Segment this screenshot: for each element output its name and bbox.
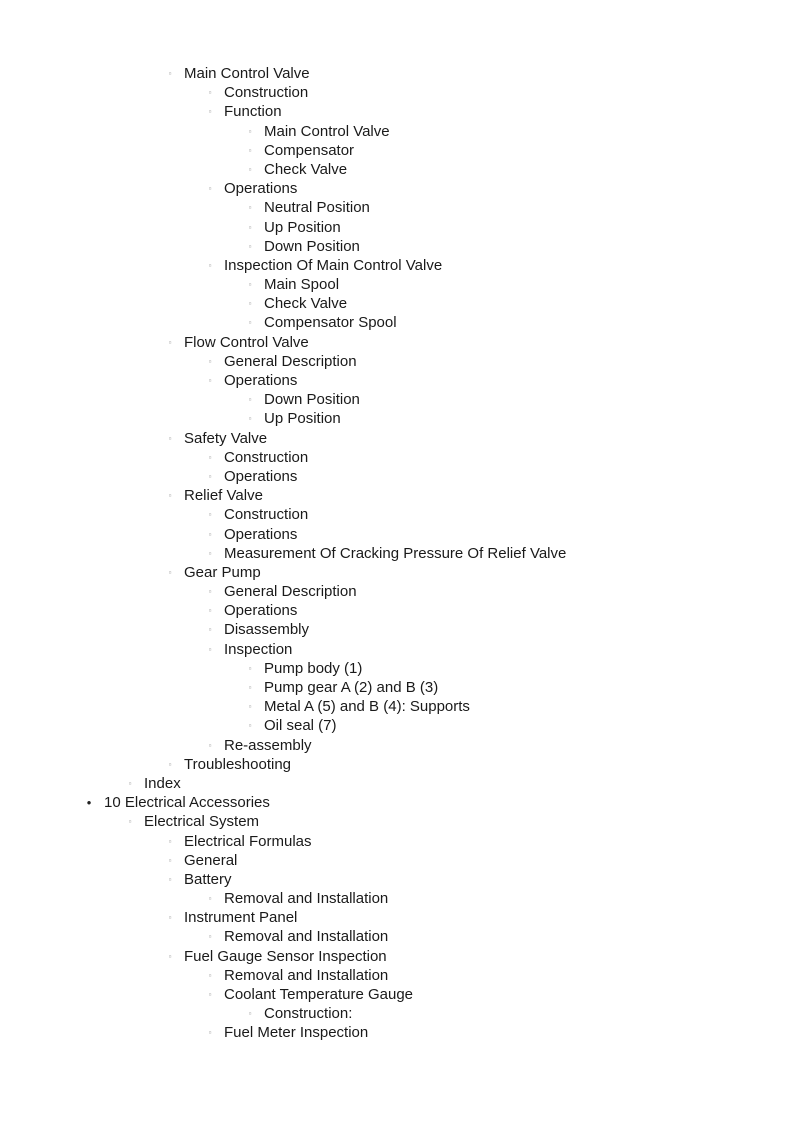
square-bullet-icon: ▫ xyxy=(208,88,212,98)
square-bullet-icon: ▫ xyxy=(248,203,252,213)
toc-item-label: General Description xyxy=(224,352,357,370)
square-bullet-icon: ▫ xyxy=(168,874,172,884)
toc-item[interactable] xyxy=(0,659,794,678)
toc-item[interactable] xyxy=(0,736,794,755)
toc-item-label: Inspection Of Main Control Valve xyxy=(224,256,443,274)
toc-item-label: Electrical System xyxy=(144,813,260,831)
square-bullet-icon: ▫ xyxy=(208,356,212,366)
toc-item-label: Main Spool xyxy=(264,276,340,294)
square-bullet-icon: ▫ xyxy=(208,107,212,117)
toc-item-label: Instrument Panel xyxy=(184,909,298,927)
toc-item-label: Down Position xyxy=(264,391,360,409)
toc-item[interactable] xyxy=(0,601,794,620)
toc-item[interactable] xyxy=(0,179,794,198)
toc-item[interactable] xyxy=(0,83,794,102)
toc-item-label: Troubleshooting xyxy=(184,755,292,773)
toc-item[interactable] xyxy=(0,793,794,812)
square-bullet-icon: ▫ xyxy=(168,491,172,501)
toc-item[interactable] xyxy=(0,716,794,735)
toc-item-label: Operations xyxy=(224,180,298,198)
toc-item-label: Measurement Of Cracking Pressure Of Relief Valve xyxy=(224,544,567,562)
square-bullet-icon: ▫ xyxy=(208,529,212,539)
square-bullet-icon: ▫ xyxy=(248,702,252,712)
square-bullet-icon: ▫ xyxy=(248,1009,252,1019)
square-bullet-icon: ▫ xyxy=(248,164,252,174)
toc-item-label: 10 Electrical Accessories xyxy=(104,794,270,812)
toc-item-label: Re-assembly xyxy=(224,736,312,754)
square-bullet-icon: ▫ xyxy=(168,337,172,347)
toc-item[interactable] xyxy=(0,313,794,332)
toc-item-label: Pump body (1) xyxy=(264,659,363,677)
toc-item[interactable] xyxy=(0,870,794,889)
toc-item[interactable] xyxy=(0,620,794,639)
toc-item-label: Up Position xyxy=(264,410,341,428)
toc-item-label: Electrical Formulas xyxy=(184,832,312,850)
toc-item-label: Main Control Valve xyxy=(184,65,310,82)
square-bullet-icon: ▫ xyxy=(208,644,212,654)
square-bullet-icon: ▫ xyxy=(248,222,252,232)
toc-item[interactable] xyxy=(0,467,794,486)
toc-item-label: Battery xyxy=(184,870,232,888)
toc-item-label: Operations xyxy=(224,467,298,485)
toc-item-label: Fuel Gauge Sensor Inspection xyxy=(184,947,387,965)
toc-item-label: Fuel Meter Inspection xyxy=(224,1024,369,1042)
toc-item[interactable] xyxy=(0,908,794,927)
square-bullet-icon: ▫ xyxy=(208,894,212,904)
toc-item-label: Coolant Temperature Gauge xyxy=(224,986,414,1003)
square-bullet-icon: ▫ xyxy=(248,241,252,251)
square-bullet-icon: ▫ xyxy=(208,625,212,635)
toc-item-label: Neutral Position xyxy=(264,199,370,217)
square-bullet-icon: ▫ xyxy=(208,184,212,194)
toc-item[interactable] xyxy=(0,755,794,774)
square-bullet-icon: ▫ xyxy=(248,318,252,328)
square-bullet-icon: ▫ xyxy=(208,260,212,270)
toc-item-label: Removal and Installation xyxy=(224,966,389,984)
toc-item[interactable] xyxy=(0,237,794,256)
square-bullet-icon: ▫ xyxy=(248,299,252,309)
toc-item-label: Construction: xyxy=(264,1005,353,1023)
square-bullet-icon: ▫ xyxy=(168,913,172,923)
toc-item-label: Operations xyxy=(224,372,298,389)
toc-item[interactable] xyxy=(0,678,794,697)
toc-item[interactable] xyxy=(0,122,794,141)
square-bullet-icon: ▫ xyxy=(208,587,212,597)
toc-item-label: Relief Valve xyxy=(184,487,263,505)
toc-item[interactable] xyxy=(0,429,794,448)
toc-item[interactable] xyxy=(0,697,794,716)
toc-item[interactable] xyxy=(0,275,794,294)
square-bullet-icon: ▫ xyxy=(208,1028,212,1038)
toc-item-label: Up Position xyxy=(264,218,341,236)
square-bullet-icon: ▫ xyxy=(208,452,212,462)
toc-item-label: Oil seal (7) xyxy=(264,717,337,735)
toc-item-label: Flow Control Valve xyxy=(184,333,309,351)
toc-item[interactable] xyxy=(0,889,794,908)
toc-item-label: Operations xyxy=(224,525,298,543)
toc-item-label: General xyxy=(184,851,238,869)
toc-item[interactable] xyxy=(0,582,794,601)
square-bullet-icon: ▫ xyxy=(208,510,212,520)
square-bullet-icon: ▫ xyxy=(168,567,172,577)
toc-item-label: Gear Pump xyxy=(184,563,261,581)
toc-item[interactable] xyxy=(0,1004,794,1023)
filled-bullet-icon: • xyxy=(86,795,92,811)
toc-item[interactable] xyxy=(0,198,794,217)
toc-item[interactable] xyxy=(0,102,794,121)
toc-item-label: Compensator xyxy=(264,141,355,159)
toc-item[interactable] xyxy=(0,525,794,544)
toc-item[interactable] xyxy=(0,390,794,409)
toc-item-label: Check Valve xyxy=(264,295,348,313)
toc-item[interactable] xyxy=(0,141,794,160)
toc-item[interactable] xyxy=(0,333,794,352)
toc-item[interactable] xyxy=(0,947,794,966)
toc-item[interactable] xyxy=(0,505,794,524)
square-bullet-icon: ▫ xyxy=(208,970,212,980)
toc-item[interactable] xyxy=(0,64,794,83)
toc-item-label: Removal and Installation xyxy=(224,928,389,946)
toc-item-label: Inspection xyxy=(224,640,293,658)
toc-item-label: Main Control Valve xyxy=(264,122,390,140)
toc-item-label: General Description xyxy=(224,583,357,601)
toc-item-label: Operations xyxy=(224,602,298,620)
toc-item[interactable] xyxy=(0,812,794,831)
toc-item-label: Metal A (5) and B (4): Supports xyxy=(264,698,470,716)
square-bullet-icon: ▫ xyxy=(168,951,172,961)
toc-item[interactable] xyxy=(0,832,794,851)
toc-item[interactable] xyxy=(0,409,794,428)
square-bullet-icon: ▫ xyxy=(208,471,212,481)
toc-item[interactable] xyxy=(0,294,794,313)
toc-item-label: Safety Valve xyxy=(184,429,268,447)
toc-item[interactable] xyxy=(0,448,794,467)
toc-item-label: Removal and Installation xyxy=(224,890,389,908)
toc-item-label: Function xyxy=(224,103,282,121)
toc-item[interactable] xyxy=(0,544,794,563)
square-bullet-icon: ▫ xyxy=(208,376,212,385)
toc-item-label: Pump gear A (2) and B (3) xyxy=(264,679,439,696)
toc-item-label: Index xyxy=(144,774,181,792)
toc-item[interactable] xyxy=(0,851,794,870)
square-bullet-icon: ▫ xyxy=(248,721,252,731)
square-bullet-icon: ▫ xyxy=(208,606,212,616)
square-bullet-icon: ▫ xyxy=(248,414,252,424)
toc-item[interactable] xyxy=(0,640,794,659)
toc-item[interactable] xyxy=(0,486,794,505)
square-bullet-icon: ▫ xyxy=(168,433,172,443)
square-bullet-icon: ▫ xyxy=(168,69,172,78)
toc-item-label: Down Position xyxy=(264,237,360,255)
toc-item[interactable] xyxy=(0,985,794,1004)
toc-item[interactable] xyxy=(0,256,794,275)
square-bullet-icon: ▫ xyxy=(248,145,252,155)
toc-item-label: Disassembly xyxy=(224,621,310,639)
toc-item-label: Compensator Spool xyxy=(264,314,397,332)
toc-item[interactable] xyxy=(0,218,794,237)
square-bullet-icon: ▫ xyxy=(248,683,252,692)
toc-item[interactable] xyxy=(0,352,794,371)
toc-item-label: Construction xyxy=(224,84,309,102)
square-bullet-icon: ▫ xyxy=(208,932,212,942)
toc-item-label: Check Valve xyxy=(264,160,348,178)
toc-item[interactable] xyxy=(0,966,794,985)
toc-item[interactable] xyxy=(0,160,794,179)
square-bullet-icon: ▫ xyxy=(128,778,132,788)
toc-item[interactable] xyxy=(0,1023,794,1042)
toc-item-label: Construction xyxy=(224,448,309,466)
square-bullet-icon: ▫ xyxy=(128,817,132,827)
square-bullet-icon: ▫ xyxy=(248,126,252,136)
square-bullet-icon: ▫ xyxy=(248,280,252,290)
table-of-contents xyxy=(0,64,794,1043)
toc-item[interactable] xyxy=(0,563,794,582)
square-bullet-icon: ▫ xyxy=(168,836,172,846)
toc-item-label: Construction xyxy=(224,506,309,524)
toc-item[interactable] xyxy=(0,927,794,946)
square-bullet-icon: ▫ xyxy=(208,990,212,999)
square-bullet-icon: ▫ xyxy=(248,395,252,405)
square-bullet-icon: ▫ xyxy=(248,663,252,673)
square-bullet-icon: ▫ xyxy=(208,740,212,750)
square-bullet-icon: ▫ xyxy=(168,855,172,865)
square-bullet-icon: ▫ xyxy=(208,548,212,558)
toc-item[interactable] xyxy=(0,371,794,390)
square-bullet-icon: ▫ xyxy=(168,759,172,769)
toc-item[interactable] xyxy=(0,774,794,793)
